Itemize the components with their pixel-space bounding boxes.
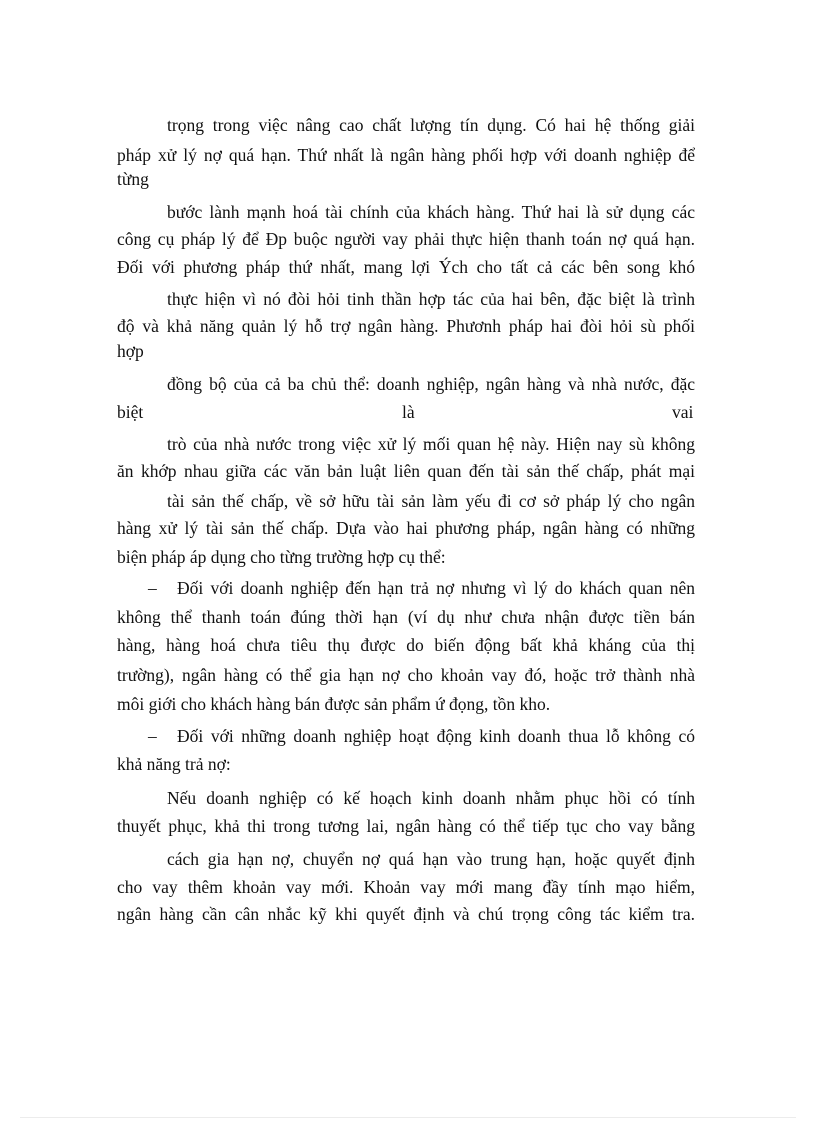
text-line: biện pháp áp dụng cho từng trường hợp cụ thể: [117, 547, 446, 567]
text-line: độ và khả năng quản lý hỗ trợ ngân hàng. Phươnh pháp hai đòi hỏi sù phối [117, 316, 695, 336]
text-line: từng [117, 169, 149, 189]
text-line: pháp xử lý nợ quá hạn. Thứ nhất là ngân hàng phối hợp với doanh nghiệp để [117, 145, 695, 165]
text-line: tài sản thế chấp, về sở hữu tài sản làm yếu đi cơ sở pháp lý cho ngân [167, 491, 695, 511]
text-line: bước lành mạnh hoá tài chính của khách hàng. Thứ hai là sử dụng các [167, 202, 695, 222]
text-line: Đối với doanh nghiệp đến hạn trả nợ nhưng vì lý do khách quan nên [177, 578, 695, 598]
text-line: ngân hàng cần cân nhắc kỹ khi quyết định và chú trọng công tác kiểm tra. [117, 904, 695, 924]
text-line: cách gia hạn nợ, chuyển nợ quá hạn vào trung hạn, hoặc quyết định [167, 849, 695, 869]
text-line: trường), ngân hàng có thể gia hạn nợ cho khoản vay đó, hoặc trở thành nhà [117, 665, 695, 685]
bullet-dash: – [148, 726, 157, 746]
text-line: đồng bộ của cả ba chủ thể: doanh nghiệp, ngân hàng và nhà nước, đặc [167, 374, 695, 394]
text-line: hợp [117, 341, 144, 361]
text-line: khả năng trả nợ: [117, 754, 231, 774]
text-line: công cụ pháp lý để Đp buộc người vay phải thực hiện thanh toán nợ quá hạn. [117, 229, 695, 249]
text-line: thuyết phục, khả thi trong tương lai, ngân hàng có thể tiếp tục cho vay bằng [117, 816, 695, 836]
text-line: hàng, hàng hoá chưa tiêu thụ được do biến động bất khả kháng của thị [117, 635, 695, 655]
text-line: trò của nhà nước trong việc xử lý mối quan hệ này. Hiện nay sù không [167, 434, 695, 454]
text-line: trọng trong việc nâng cao chất lượng tín dụng. Có hai hệ thống giải [167, 115, 695, 135]
text-line: biệt [117, 402, 144, 422]
text-line: thực hiện vì nó đòi hỏi tinh thần hợp tác của hai bên, đặc biệt là trình [167, 289, 695, 309]
text-line: môi giới cho khách hàng bán được sản phẩm ứ đọng, tồn kho. [117, 694, 551, 714]
text-line: là [402, 402, 415, 422]
text-line: hàng xử lý tài sản thế chấp. Dựa vào hai phương pháp, ngân hàng có những [117, 518, 695, 538]
bullet-dash: – [148, 578, 157, 598]
text-line: Đối với phương pháp thứ nhất, mang lợi Ých cho tất cả các bên song khó [117, 257, 695, 277]
text-line: cho vay thêm khoản vay mới. Khoản vay mới mang đầy tính mạo hiểm, [117, 877, 695, 897]
text-line: Đối với những doanh nghiệp hoạt động kinh doanh thua lỗ không có [177, 726, 695, 746]
page-bottom-edge [20, 1117, 796, 1118]
text-line: không thể thanh toán đúng thời hạn (ví dụ như chưa nhận được tiền bán [117, 607, 695, 627]
text-line: Nếu doanh nghiệp có kế hoạch kinh doanh nhằm phục hồi có tính [167, 788, 695, 808]
text-line: vai [672, 402, 694, 422]
text-line: ăn khớp nhau giữa các văn bản luật liên quan đến tài sản thế chấp, phát mại [117, 461, 695, 481]
